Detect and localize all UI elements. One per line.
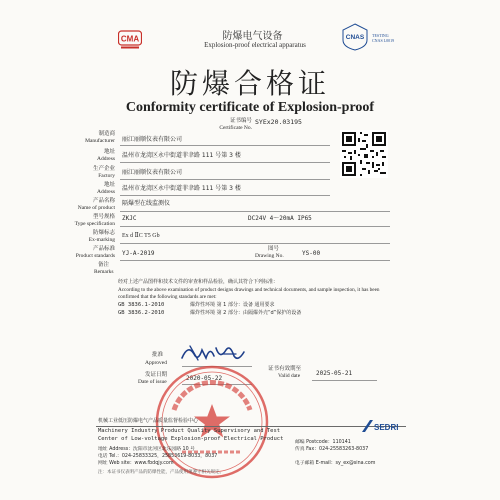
address2-label-en: Address [96,189,115,195]
remarks-label-en: Remarks [94,269,114,275]
manufacturer-value: 丽江丽顺仪表有限公司 [122,136,183,143]
footer-note: 注：本证书仅表明产品的防爆性能，产品使用须遵守相关规定。 [98,470,224,475]
manufacturer-label-en: Manufacturer [85,138,115,144]
cnas-logo [340,22,370,52]
header-en-title: Explosion-proof electrical apparatus [204,41,306,49]
footer-fax: 传真 Fax：024-25583263-8037 [295,447,369,452]
svg-text:SEDRI: SEDRI [374,423,399,432]
cert-label-zh: 证书编号 [229,118,252,124]
footer-website: 网址 Web site：www.fbdqjy.com [98,461,174,466]
product-value: 隔爆型在线监测仪 [122,200,171,207]
marking-line [120,243,390,244]
factory-label-zh: 生产企业 [92,166,115,172]
address2-label-zh: 地址 [103,182,115,188]
product-label-en: Name of product [77,205,115,211]
standards-label-zh: 产品标准 [92,246,115,252]
remarks-label-zh: 备注 [98,262,110,268]
valid-date: 2025-05-21 [316,370,353,377]
svg-text:CMA: CMA [120,34,140,44]
footer-phone: 电话 Tel.：024-25833325，25853619-8033，8037 [98,454,218,459]
manufacturer-line [120,145,330,146]
manufacturer-label-zh: 制造商 [98,131,115,137]
factory-value: 丽江丽顺仪表有限公司 [122,169,183,176]
footer-org-en2: Center of Low-voltage Explosion-proof Electrical Product [98,436,284,442]
marking-label-zh: 防爆标志 [92,230,115,236]
valid-label-en: Valid date [278,373,301,379]
cnas-subtext: TESTING CNAS L0019 [372,33,395,43]
footer-org-zh: 机械工业低压防爆电气产品质量监督检验中心 [98,418,199,424]
footer-address: 地址 Address：沈阳市沈河区北乐园路 10 号 [98,447,195,452]
header-zh-title: 防爆电气设备 [222,31,283,42]
cert-label-en: Certificate No. [219,125,252,131]
cert-number: SYEx20.03195 [255,118,302,126]
address1-label-zh: 地址 [103,149,115,155]
remarks-text-en: According to the above examination of product designs drawings and technical documents, and sample inspection, it has been confirmed that the following standards are met: [118,287,380,300]
product-line [120,211,390,212]
approved-label-zh: 批准 [152,352,164,358]
standard-2-desc: 爆炸性环境 第 2 部分：由隔爆外壳“d”保护的设备 [190,310,302,316]
address2-line [120,195,330,196]
footer-org-en1: Machinery Industry Product Quality Supervisory and Test [98,428,281,434]
standard-1-code: GB 3836.1-2010 [118,302,165,308]
drawing-label-en: Drawing No. [255,253,284,259]
type-label-zh: 型号规格 [92,214,115,220]
standards-line [120,260,390,261]
svg-text:CNAS: CNAS [345,34,365,41]
type-value: ZKJC [122,215,137,222]
issue-label-zh: 发证日期 [145,372,168,378]
address2-value: 温州市龙湾区永中街道菲聿路 111 号第 3 楼 [122,185,241,192]
type-extra: DC24V 4～20mA IP65 [248,215,312,222]
cma-logo [118,30,142,50]
footer-postcode: 邮编 Postcode：110141 [295,440,351,445]
factory-line [120,179,330,180]
title-zh: 防爆合格证 [169,67,330,100]
remarks-text-zh: 经对上述产品图样和技术文件的审查和样品检验，确认其符合下列标准： [118,279,279,285]
title-en: Conformity certificate of Explosion-proof [125,100,375,115]
type-line [120,226,390,227]
footer-email: 电子邮箱 E-mail：sy_ex@sina.com [295,461,376,466]
address1-label-en: Address [96,156,115,162]
standards-label-en: Product standards [75,253,115,259]
issue-date: 2020-05-22 [186,375,223,382]
address1-line [120,162,330,163]
approved-label-en: Approved [145,360,167,366]
qr-code [340,130,388,178]
marking-value: Ex d ⅡC T5 Gb [122,233,160,239]
standard-1-desc: 爆炸性环境 第 1 部分：设备 通用要求 [190,302,275,308]
standards-value: YJ-A-2019 [122,250,155,257]
type-label-en: Type specification [74,221,115,227]
valid-line [312,380,377,381]
marking-label-en: Ex-marking [88,237,115,243]
standard-2-code: GB 3836.2-2010 [118,310,165,316]
sedri-logo [360,418,402,434]
drawing-label-zh: 图号 [268,246,280,252]
valid-label-zh: 证书有效期至 [268,366,302,372]
address1-value: 温州市龙湾区永中街道菲聿路 111 号第 3 楼 [122,152,241,159]
product-label-zh: 产品名称 [92,198,115,204]
issue-label-en: Date of issue [138,379,167,385]
drawing-value: YS-00 [302,250,321,257]
factory-label-en: Factory [98,173,115,179]
